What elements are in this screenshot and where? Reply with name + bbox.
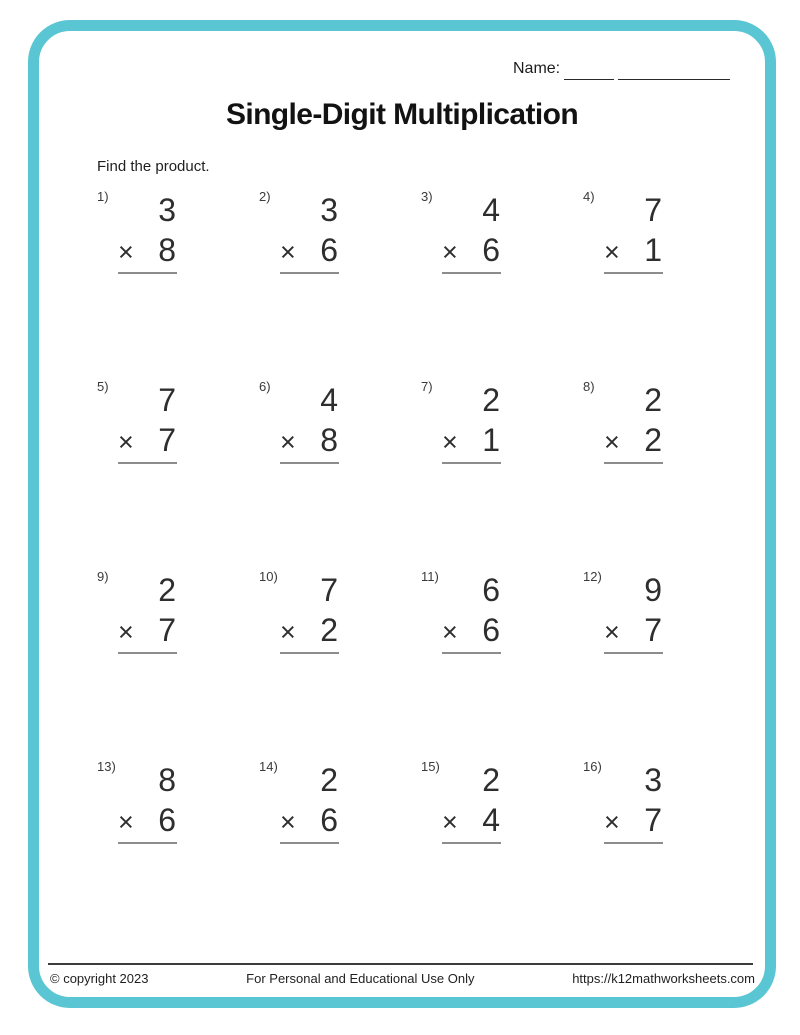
multiplier-row — [442, 800, 501, 842]
problem-number: 6) — [259, 379, 271, 394]
multiplicand: 7 — [158, 382, 176, 418]
multiplier: 1 — [644, 232, 662, 268]
problem-number: 2) — [259, 189, 271, 204]
problem-body — [442, 570, 501, 654]
multiplicand: 2 — [158, 572, 176, 608]
problem-number: 15) — [421, 759, 440, 774]
problem-cell — [583, 188, 745, 378]
problem-number: 3) — [421, 189, 433, 204]
problem-number: 8) — [583, 379, 595, 394]
multiplier: 8 — [320, 422, 338, 458]
multiplicand: 8 — [158, 762, 176, 798]
problem-cell — [583, 568, 745, 758]
problem-number: 13) — [97, 759, 116, 774]
multiplier-row — [118, 230, 177, 272]
problem-cell — [421, 568, 583, 758]
multiply-sign: × — [280, 617, 296, 647]
problem-body — [118, 380, 177, 464]
footer-url: https://k12mathworksheets.com — [572, 971, 755, 986]
name-write-line — [564, 62, 730, 79]
problem-number: 11) — [421, 569, 439, 584]
multiply-sign: × — [442, 427, 458, 457]
name-line-segment — [564, 62, 614, 80]
problem-body — [604, 570, 663, 654]
multiplicand: 6 — [482, 572, 500, 608]
multiply-sign: × — [604, 427, 620, 457]
multiplier-row — [604, 420, 663, 462]
multiplier: 2 — [320, 612, 338, 648]
problem-cell — [421, 378, 583, 568]
multiplier-row — [442, 420, 501, 462]
name-line-segment — [618, 62, 730, 80]
multiplicand: 4 — [320, 382, 338, 418]
multiplier: 6 — [320, 232, 338, 268]
problem-cell — [259, 378, 421, 568]
multiply-sign: × — [118, 237, 134, 267]
problem-cell — [421, 758, 583, 948]
multiplier: 6 — [158, 802, 176, 838]
multiplicand: 7 — [644, 192, 662, 228]
problem-cell — [259, 568, 421, 758]
multiplier-row — [604, 610, 663, 652]
problem-cell — [259, 188, 421, 378]
multiplicand: 2 — [644, 382, 662, 418]
multiply-sign: × — [442, 237, 458, 267]
multiplier-row — [118, 610, 177, 652]
multiplicand: 3 — [320, 192, 338, 228]
multiplicand: 2 — [482, 762, 500, 798]
multiplier-row — [442, 230, 501, 272]
problem-body — [280, 760, 339, 844]
problem-number: 14) — [259, 759, 278, 774]
multiplicand: 3 — [644, 762, 662, 798]
footer-divider — [48, 963, 753, 965]
multiply-sign: × — [604, 807, 620, 837]
multiplier: 7 — [644, 802, 662, 838]
multiply-sign: × — [118, 427, 134, 457]
problem-body — [442, 760, 501, 844]
problem-body — [604, 190, 663, 274]
problem-number: 4) — [583, 189, 595, 204]
problem-body — [442, 380, 501, 464]
multiply-sign: × — [118, 617, 134, 647]
problem-body — [118, 190, 177, 274]
name-label: Name: — [513, 60, 561, 77]
multiplier: 7 — [644, 612, 662, 648]
problem-cell — [97, 758, 259, 948]
multiplicand: 9 — [644, 572, 662, 608]
multiplier: 6 — [482, 232, 500, 268]
multiplier: 7 — [158, 612, 176, 648]
footer — [50, 971, 755, 986]
problems-grid — [97, 188, 745, 948]
multiplier-row — [118, 420, 177, 462]
problem-cell — [259, 758, 421, 948]
multiplier: 2 — [644, 422, 662, 458]
problem-cell — [583, 378, 745, 568]
problem-cell — [421, 188, 583, 378]
multiply-sign: × — [442, 617, 458, 647]
multiplier-row — [280, 610, 339, 652]
multiplicand: 7 — [320, 572, 338, 608]
multiplier-row — [604, 230, 663, 272]
problem-number: 12) — [583, 569, 602, 584]
multiply-sign: × — [604, 237, 620, 267]
problem-body — [118, 570, 177, 654]
problem-body — [604, 380, 663, 464]
multiplier-row — [280, 420, 339, 462]
problem-body — [118, 760, 177, 844]
problem-body — [280, 570, 339, 654]
multiplier: 1 — [482, 422, 500, 458]
multiplicand: 3 — [158, 192, 176, 228]
problem-body — [442, 190, 501, 274]
multiplicand: 4 — [482, 192, 500, 228]
multiplier-row — [604, 800, 663, 842]
problem-number: 1) — [97, 189, 109, 204]
problem-body — [604, 760, 663, 844]
problem-number: 10) — [259, 569, 278, 584]
multiplier-row — [280, 230, 339, 272]
multiplier: 6 — [482, 612, 500, 648]
problem-number: 5) — [97, 379, 109, 394]
multiplier: 7 — [158, 422, 176, 458]
multiplicand: 2 — [320, 762, 338, 798]
multiply-sign: × — [280, 427, 296, 457]
page-title: Single-Digit Multiplication — [225, 98, 579, 131]
multiplier: 8 — [158, 232, 176, 268]
copyright-text: © copyright 2023 — [50, 971, 149, 986]
multiplicand: 2 — [482, 382, 500, 418]
problem-cell — [97, 378, 259, 568]
multiplier-row — [280, 800, 339, 842]
problem-cell — [583, 758, 745, 948]
usage-text: For Personal and Educational Use Only — [246, 971, 475, 986]
problem-number: 7) — [421, 379, 433, 394]
problem-number: 16) — [583, 759, 602, 774]
instruction-text: Find the product. — [97, 158, 210, 175]
multiply-sign: × — [604, 617, 620, 647]
multiplier: 4 — [482, 802, 500, 838]
multiplier: 6 — [320, 802, 338, 838]
problem-body — [280, 190, 339, 274]
multiply-sign: × — [118, 807, 134, 837]
problem-number: 9) — [97, 569, 109, 584]
problem-body — [280, 380, 339, 464]
multiply-sign: × — [442, 807, 458, 837]
multiply-sign: × — [280, 807, 296, 837]
multiplier-row — [118, 800, 177, 842]
problem-cell — [97, 188, 259, 378]
multiply-sign: × — [280, 237, 296, 267]
problem-cell — [97, 568, 259, 758]
multiplier-row — [442, 610, 501, 652]
